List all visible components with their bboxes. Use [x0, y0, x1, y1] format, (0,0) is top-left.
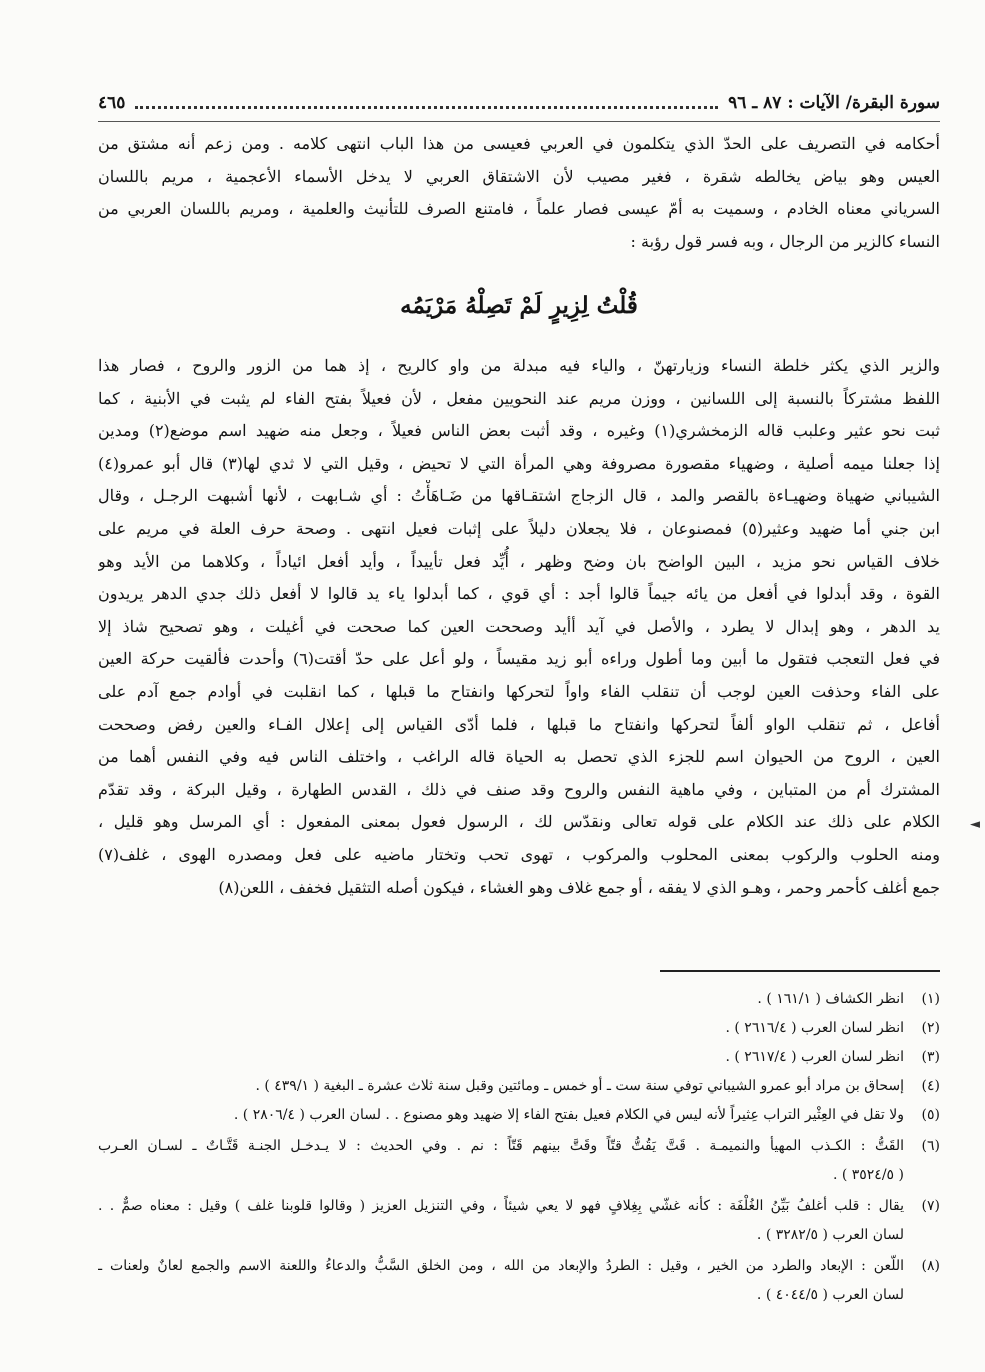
text-line: الكلام على ذلك عند الكلام على قوله تعالى ونقدّس لك ، الرسول فعول بمعنى المفعول : أي المرسل وهو قليل ،: [98, 812, 940, 832]
footnote: [98, 1072, 940, 1101]
header-rule: [98, 121, 940, 122]
footnote-number: (٢): [921, 1020, 940, 1036]
paragraph-2: [98, 350, 940, 904]
footnote: [98, 1132, 940, 1190]
text-line: النساء كالزير من الرجال ، وبه فسر قول رؤبة :: [630, 231, 940, 251]
footnote-line: انظر لسان العرب ( ٢٦١٧/٤ ) .: [725, 1049, 904, 1065]
footnote-text: [98, 1101, 904, 1130]
footnote-text: [98, 1252, 904, 1310]
footnote-text: [98, 1072, 904, 1101]
text-line: اللفظ مشتركاً بالنسبة إلى اللسانين ، ووزن مريم عند النحويين مفعل ، لأن فعيلاً بفتح الفاء لم يثبت في الأبنية ، كما: [98, 388, 940, 408]
footnote-line: القَتُّ : الكـذب المهيأ والنميمـة . قَتَّ يَقُتُّ قتّاً وقَتَّ بينهم قَتّاً : نم . وفي الحديث : لا يـدخـل الجنـة قَتَّـاتٌ ـ لسـان العـرب: [98, 1138, 904, 1154]
footnote-number: (٤): [921, 1078, 940, 1094]
footnote-text: [98, 1192, 904, 1250]
footnote-number: (١): [921, 991, 940, 1007]
footnote-line: لسان العرب ( ٤٠٤٤/٥ ) .: [756, 1287, 904, 1303]
text-line: ثبت نحو عثير وعلبب قاله الزمخشري(١) وغيره ، وقد أثبت بعض الناس فعيلاً ، وجعل منه ضهيد اسم موضع(٢) ومدين: [98, 421, 940, 441]
footnote: [98, 985, 940, 1014]
footnote-line: ( ٣٥٢٤/٥ ) .: [832, 1167, 904, 1183]
footnote-line: يقال : قلب أغلفُ بَيِّنُ الغُلْفَة : كأنه غشّي بِغِلافٍ فهو لا يعي شيئاً ، وفي التنزيل العزيز ( وقالوا قلوبنا غلف ) وقيل : معناه صمٌّ . .: [98, 1198, 904, 1214]
footnote: [98, 1101, 940, 1130]
text-line: ومنه الحلوب والركوب بمعنى المحلوب والمركوب ، تهوى تحب وتختار ماضيه على فعل ومصدره الهوى ، غلف(٧): [98, 844, 940, 864]
footnote-text: [98, 985, 904, 1014]
footnote-number: (٨): [921, 1258, 940, 1274]
footnote-text: [98, 1014, 904, 1043]
text-line: جمع أغلف كأحمر وحمر ، وهـو الذي لا يفقه ، أو جمع غلاف وهو الغشاء ، فيكون أصله التثقيل فخفف ، اللعن(٨): [218, 877, 940, 897]
footnote-number: (٧): [921, 1198, 940, 1214]
footnote-line: ولا تقل في العِثْير التراب عِثيراً لأنه ليس في الكلام فعيل بفتح الفاء إلا ضهيد وهو مصنوع . . لسان العرب ( ٢٨٠٦/٤ ) .: [233, 1107, 904, 1123]
page-number: ٤٦٥: [98, 93, 126, 113]
paragraph-1: [98, 128, 940, 258]
footnote: [98, 1014, 940, 1043]
footnote-line: انظر الكشاف ( ١٦١/١ ) .: [757, 991, 904, 1007]
text-line: أحكامه في التصريف على الحدّ الذي يتكلمون في العربي فعيسى من هذا الباب انتهى كلامه . ومن زعم أنه مشتق من: [98, 134, 940, 153]
text-line: في فعل التعجب فتقول ما أبين وما أطول وراءه أبو زيد مقيساً ، ولو أعل على حدّ أقتت(٦) وأحدت فألقيت حركة العين: [98, 649, 940, 669]
footnote-number: (٦): [921, 1138, 940, 1154]
text-line: يد الدهر ، وهو إبدال لا يطرد ، والأصل في آيد أأيد وصححت العين كما صححت في أغيلت ، وهو تصحيح شاذ إلا: [98, 616, 940, 636]
margin-mark: ◄: [970, 817, 980, 832]
text-line: والزير الذي يكثر خلطة النساء وزيارتهنّ ، والياء فيه مبدلة من واو كالريح ، إذ هما من الزور والروح ، فصار هذا: [98, 356, 940, 375]
header-leader-dots: [135, 98, 718, 109]
text-line: على الفاء وحذفت العين لوجب أن تنقلب الفاء واواً لتحركها وانفتاح ما قبلها ، كما انقلبت في أوادم جمع آدم على: [98, 681, 940, 701]
footnote-number: (٣): [921, 1049, 940, 1065]
running-header: [98, 90, 940, 116]
footnote-text: [98, 1043, 904, 1072]
footnote-text: [98, 1132, 904, 1190]
text-line: أفاعل ، ثم تنقلب الواو ألفاً لتحركها وانفتاح ما قبلها ، فلما أدّى القياس إلى إعلال الفـاء والعين رفض وصححت: [98, 714, 940, 734]
text-line: ابن جني أما ضهيد وعثير(٥) فمصنوعان ، فلا يجعلان دليلاً على إثبات فعيل انتهى . وصحة حرف العلة في مريم على: [98, 518, 940, 538]
footnotes: [98, 985, 940, 1310]
footnote: [98, 1192, 940, 1250]
text-line: القوة ، وقد أبدلوا في أفعل من يائه جيماً قالوا أجد : أي قوي ، كما أبدلوا ياء يد قالوا لا أفعل ذلك جدي الدهر يريدون: [98, 584, 940, 604]
footnote: [98, 1043, 940, 1072]
text-line: العين ، الروح من الحيوان اسم للجزء الذي تحصل به الحياة قاله الراغب ، واختلف الناس فيه وفي النفس أهما من: [98, 747, 940, 767]
footnote-number: (٥): [921, 1107, 940, 1123]
footnote-line: اللّعن : الإبعاد والطرد من الخير ، وقيل : الطردُ والإبعاد من الله ، ومن الخلق السَّبُّ والدعاءُ واللعنة الاسم والجمع لعانٌ ولعنات ـ: [98, 1258, 904, 1274]
footnote-line: إسحاق بن مراد أبو عمرو الشيباني توفي سنة ست ـ أو خمس ـ ومائتين وقبل سنة ثلاث عشرة ـ البغية ( ٤٣٩/١ ) .: [255, 1078, 904, 1094]
text-line: المشترك أم من المتباين ، وفي ماهية النفس والروح وقد صنف في ذلك ، القدس الطهارة ، وقيل البركة ، وقد تقدّم: [98, 779, 940, 799]
footnote-separator: [660, 970, 940, 972]
text-line: العيس وهو بياض يخالطه شقرة ، فغير مصيب لأن الاشتقاق العربي لا يدخل الأسماء الأعجمية ، مريم باللسان: [98, 166, 940, 186]
footnote-line: لسان العرب ( ٣٢٨٢/٥ ) .: [756, 1227, 904, 1243]
text-line: إذا جعلنا ميمه أصلية ، وضهياء مقصورة مصروفة وهي المرأة التي لا تحيض ، وقيل التي لا ثدي لها(٣) قال أبو عمرو(٤): [98, 453, 940, 473]
text-line: خلاف القياس نحو مزيد ، البين الواضح بان وضح وظهر ، أُيِّد فعل تأييداً ، وأيد أفعل ائياداً ، وكلاهما من الأيد وهو: [98, 551, 940, 571]
footnote: [98, 1252, 940, 1310]
poetry-verse: قُلْتُ لِزِيرٍ لَمْ تَصِلْهُ مَرْيَمُه: [400, 292, 638, 319]
text-line: السرياني معناه الخادم ، وسميت به أمّ عيسى فصار علماً ، فامتنع الصرف للتأنيث والعلمية ، ومريم باللسان العربي من: [98, 199, 940, 219]
footnote-line: انظر لسان العرب ( ٢٦١٦/٤ ) .: [725, 1020, 904, 1036]
text-line: الشيباني ضهياة وضهيـاءة بالقصر والمد ، قال الزجاج اشتقـاقها من ضَـاهَأْتُ : أي شـابهت ، لأنها أشبهت الرجـل ، وقال: [98, 486, 940, 506]
header-title: سورة البقرة/ الآيات : ٨٧ ـ ٩٦: [728, 93, 940, 113]
